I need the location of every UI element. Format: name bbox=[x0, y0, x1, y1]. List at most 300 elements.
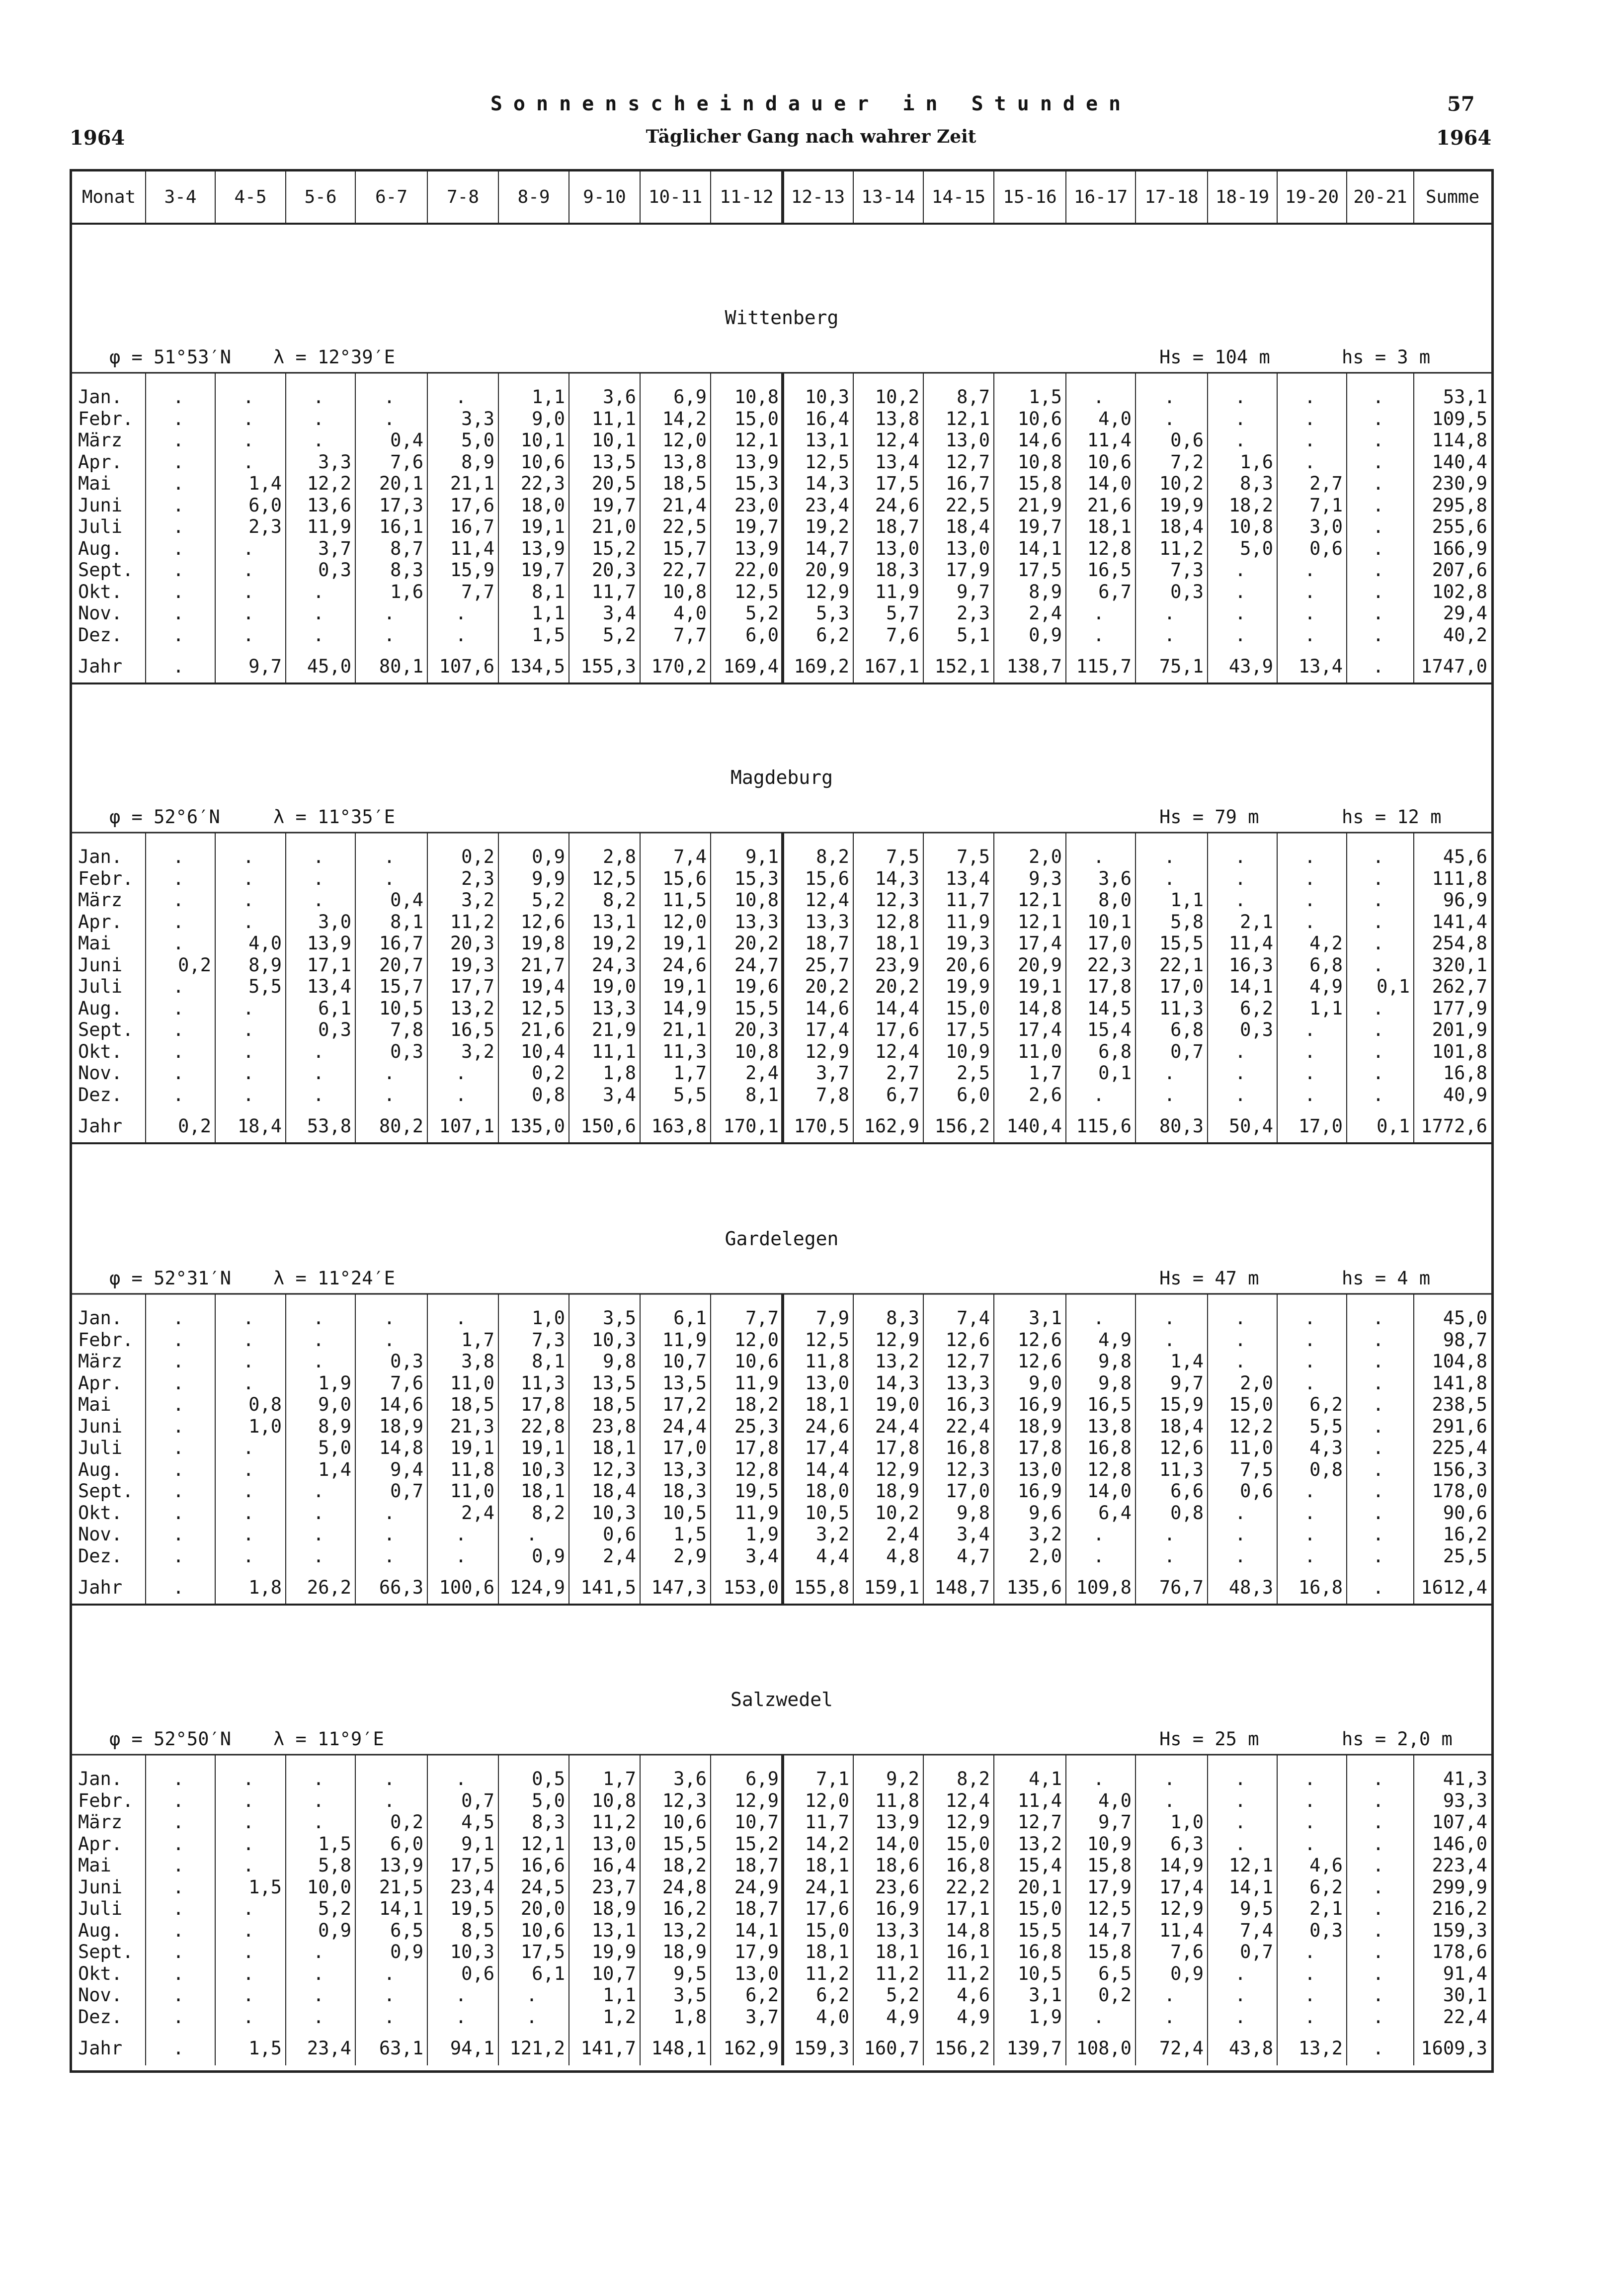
empty-cell: . bbox=[1304, 911, 1316, 933]
empty-cell: . bbox=[243, 1040, 254, 1062]
table-cell: 10,9 bbox=[945, 1040, 990, 1062]
table-cell: 24,9 bbox=[734, 1876, 779, 1898]
table-cell: 17,3 bbox=[379, 494, 423, 516]
empty-cell: . bbox=[1304, 559, 1316, 581]
empty-cell: . bbox=[1164, 867, 1175, 889]
station-height-barometer: Hs = 47 m bbox=[1159, 1268, 1259, 1289]
empty-cell: . bbox=[384, 602, 395, 624]
empty-cell: . bbox=[384, 2006, 395, 2028]
station-latitude: φ = 52°6′N bbox=[109, 806, 220, 828]
table-cell: 13,5 bbox=[662, 1372, 707, 1394]
empty-cell: . bbox=[172, 2006, 184, 2028]
table-cell: 22,7 bbox=[662, 559, 707, 581]
empty-cell: . bbox=[243, 889, 254, 911]
table-cell: 15,4 bbox=[1017, 1855, 1062, 1876]
month-label: Nov. bbox=[78, 602, 123, 624]
table-cell: 177,9 bbox=[1432, 997, 1487, 1019]
empty-cell: . bbox=[1373, 1040, 1384, 1062]
empty-cell: . bbox=[455, 1307, 467, 1329]
table-cell: 4,6 bbox=[1309, 1855, 1343, 1876]
table-cell: 19,5 bbox=[734, 1480, 779, 1502]
table-cell: 0,3 bbox=[318, 1019, 351, 1040]
table-cell: 1,6 bbox=[1240, 451, 1273, 473]
table-cell: 3,1 bbox=[1029, 1307, 1062, 1329]
empty-cell: . bbox=[172, 1941, 184, 1962]
empty-cell: . bbox=[313, 1480, 324, 1502]
year-total-cell: 1609,3 bbox=[1421, 2038, 1487, 2059]
empty-cell: . bbox=[172, 1984, 184, 2006]
table-cell: 12,9 bbox=[805, 581, 849, 602]
table-cell: 17,5 bbox=[875, 473, 919, 494]
table-cell: 23,9 bbox=[875, 954, 919, 976]
table-cell: 1,0 bbox=[1170, 1811, 1204, 1833]
table-cell: 12,3 bbox=[945, 1458, 990, 1480]
empty-cell: . bbox=[1373, 1941, 1384, 1962]
table-cell: 16,4 bbox=[805, 408, 849, 429]
table-cell: 12,6 bbox=[1017, 1329, 1062, 1351]
table-cell: 17,8 bbox=[520, 1394, 565, 1415]
table-cell: 9,0 bbox=[532, 408, 565, 429]
table-cell: 53,1 bbox=[1443, 386, 1487, 408]
table-cell: 22,8 bbox=[520, 1415, 565, 1437]
empty-cell: . bbox=[1373, 1394, 1384, 1415]
empty-cell: . bbox=[243, 1329, 254, 1351]
table-cell: 19,2 bbox=[805, 516, 849, 537]
table-cell: 7,6 bbox=[886, 624, 919, 646]
table-cell: 8,1 bbox=[745, 1084, 779, 1105]
empty-cell: . bbox=[172, 1962, 184, 1984]
table-cell: 8,3 bbox=[1240, 473, 1273, 494]
empty-cell: . bbox=[172, 1789, 184, 1811]
year-total-cell: 43,9 bbox=[1228, 656, 1273, 677]
table-cell: 17,5 bbox=[945, 1019, 990, 1040]
table-cell: 18,7 bbox=[734, 1855, 779, 1876]
empty-cell: . bbox=[313, 1524, 324, 1545]
table-cell: 12,1 bbox=[1228, 1855, 1273, 1876]
table-cell: 12,6 bbox=[520, 911, 565, 933]
table-cell: 16,9 bbox=[875, 1898, 919, 1919]
empty-cell: . bbox=[1234, 1502, 1246, 1524]
table-cell: 19,1 bbox=[662, 933, 707, 954]
empty-cell: . bbox=[1373, 602, 1384, 624]
table-cell: 13,1 bbox=[591, 1919, 636, 1941]
empty-cell: . bbox=[1234, 1084, 1246, 1105]
empty-cell: . bbox=[1093, 624, 1105, 646]
table-cell: 159,3 bbox=[1432, 1919, 1487, 1941]
year-total-cell: 75,1 bbox=[1159, 656, 1204, 677]
table-cell: 10,2 bbox=[875, 1502, 919, 1524]
table-cell: 3,5 bbox=[603, 1307, 636, 1329]
table-cell: 1,4 bbox=[318, 1458, 351, 1480]
table-cell: 20,7 bbox=[379, 954, 423, 976]
table-cell: 140,4 bbox=[1432, 451, 1487, 473]
table-cell: 3,2 bbox=[461, 889, 494, 911]
table-cell: 5,0 bbox=[532, 1789, 565, 1811]
table-cell: 8,5 bbox=[461, 1919, 494, 1941]
year-total-cell: 162,9 bbox=[723, 2038, 779, 2059]
month-label: Juli bbox=[78, 976, 123, 997]
table-cell: 22,0 bbox=[734, 559, 779, 581]
empty-cell: . bbox=[1304, 1811, 1316, 1833]
table-cell: 3,7 bbox=[745, 2006, 779, 2028]
table-cell: 7,5 bbox=[1240, 1458, 1273, 1480]
empty-cell: . bbox=[1304, 1941, 1316, 1962]
table-cell: 10,4 bbox=[520, 1040, 565, 1062]
table-cell: 24,5 bbox=[520, 1876, 565, 1898]
empty-cell: . bbox=[1093, 386, 1105, 408]
month-label: Jan. bbox=[78, 386, 123, 408]
month-label: Aug. bbox=[78, 1458, 123, 1480]
year-total-cell: 135,0 bbox=[509, 1115, 565, 1137]
column-header: Summe bbox=[1425, 187, 1480, 207]
table-cell: 12,8 bbox=[734, 1458, 779, 1480]
table-cell: 15,9 bbox=[1159, 1394, 1204, 1415]
empty-cell: . bbox=[1304, 1307, 1316, 1329]
table-cell: 19,6 bbox=[734, 976, 779, 997]
table-cell: 2,3 bbox=[461, 867, 494, 889]
empty-cell: . bbox=[1304, 889, 1316, 911]
table-cell: 15,8 bbox=[1087, 1855, 1132, 1876]
table-cell: 22,4 bbox=[945, 1415, 990, 1437]
table-cell: 16,1 bbox=[379, 516, 423, 537]
empty-cell: . bbox=[1234, 1789, 1246, 1811]
table-cell: 14,6 bbox=[379, 1394, 423, 1415]
table-cell: 0,9 bbox=[1029, 624, 1062, 646]
table-cell: 3,0 bbox=[1309, 516, 1343, 537]
empty-cell: . bbox=[1234, 1062, 1246, 1084]
empty-cell: . bbox=[1373, 997, 1384, 1019]
empty-cell: . bbox=[1373, 1984, 1384, 2006]
year-total-cell: 50,4 bbox=[1228, 1115, 1273, 1137]
empty-cell: . bbox=[243, 1524, 254, 1545]
year-total-cell: 141,5 bbox=[580, 1577, 636, 1598]
empty-cell: . bbox=[455, 624, 467, 646]
table-cell: 6,6 bbox=[1170, 1480, 1204, 1502]
table-cell: 6,0 bbox=[390, 1833, 423, 1855]
empty-cell: . bbox=[172, 473, 184, 494]
table-cell: 5,2 bbox=[745, 602, 779, 624]
empty-cell: . bbox=[313, 1984, 324, 2006]
year-total-cell: 26,2 bbox=[307, 1577, 351, 1598]
table-cell: 14,0 bbox=[1087, 473, 1132, 494]
table-cell: 18,1 bbox=[875, 1941, 919, 1962]
empty-cell: . bbox=[172, 1040, 184, 1062]
table-cell: 7,1 bbox=[1309, 494, 1343, 516]
year-total-cell: 53,8 bbox=[307, 1115, 351, 1137]
table-cell: 10,3 bbox=[805, 386, 849, 408]
table-cell: 6,9 bbox=[745, 1768, 779, 1789]
table-cell: 8,1 bbox=[390, 911, 423, 933]
empty-cell: . bbox=[384, 386, 395, 408]
empty-cell: . bbox=[243, 1855, 254, 1876]
table-cell: 21,6 bbox=[1087, 494, 1132, 516]
table-cell: 11,4 bbox=[1017, 1789, 1062, 1811]
month-label: Nov. bbox=[78, 1984, 123, 2006]
year-total-label: Jahr bbox=[78, 656, 123, 677]
table-cell: 5,2 bbox=[532, 889, 565, 911]
empty-cell: . bbox=[1373, 1307, 1384, 1329]
year-total-cell: 135,6 bbox=[1006, 1577, 1062, 1598]
table-cell: 4,0 bbox=[248, 933, 282, 954]
empty-cell: . bbox=[313, 1941, 324, 1962]
month-label: Okt. bbox=[78, 1040, 123, 1062]
table-cell: 13,3 bbox=[875, 1919, 919, 1941]
empty-cell: . bbox=[243, 997, 254, 1019]
empty-cell: . bbox=[243, 451, 254, 473]
table-cell: 5,1 bbox=[957, 624, 990, 646]
table-cell: 20,2 bbox=[734, 933, 779, 954]
month-label: Febr. bbox=[78, 408, 134, 429]
empty-cell: . bbox=[1373, 1437, 1384, 1458]
table-cell: 1,9 bbox=[318, 1372, 351, 1394]
empty-cell: . bbox=[1234, 1545, 1246, 1567]
table-cell: 23,0 bbox=[734, 494, 779, 516]
table-cell: 10,3 bbox=[520, 1458, 565, 1480]
table-cell: 18,3 bbox=[662, 1480, 707, 1502]
table-cell: 17,6 bbox=[875, 1019, 919, 1040]
empty-cell: . bbox=[313, 846, 324, 867]
table-cell: 1,7 bbox=[673, 1062, 707, 1084]
table-cell: 1,8 bbox=[603, 1062, 636, 1084]
table-cell: 13,0 bbox=[875, 537, 919, 559]
year-total-cell: 159,3 bbox=[794, 2038, 849, 2059]
column-header: 12-13 bbox=[791, 187, 845, 207]
empty-cell: . bbox=[172, 602, 184, 624]
empty-cell: . bbox=[384, 1062, 395, 1084]
table-cell: 14,1 bbox=[379, 1898, 423, 1919]
table-cell: 6,9 bbox=[673, 386, 707, 408]
station-longitude: λ = 12°39′E bbox=[273, 346, 396, 368]
table-cell: 19,1 bbox=[520, 1437, 565, 1458]
empty-cell: . bbox=[1164, 1084, 1175, 1105]
month-label: Dez. bbox=[78, 1545, 123, 1567]
month-label: Apr. bbox=[78, 911, 123, 933]
table-cell: 8,9 bbox=[318, 1415, 351, 1437]
table-cell: 16,7 bbox=[379, 933, 423, 954]
empty-cell: . bbox=[172, 2038, 184, 2059]
table-cell: 17,8 bbox=[875, 1437, 919, 1458]
table-cell: 13,4 bbox=[945, 867, 990, 889]
table-cell: 18,1 bbox=[875, 933, 919, 954]
table-cell: 3,6 bbox=[603, 386, 636, 408]
table-cell: 109,5 bbox=[1432, 408, 1487, 429]
table-cell: 18,1 bbox=[805, 1394, 849, 1415]
table-cell: 4,0 bbox=[816, 2006, 849, 2028]
table-cell: 12,9 bbox=[875, 1458, 919, 1480]
table-cell: 22,5 bbox=[945, 494, 990, 516]
empty-cell: . bbox=[1234, 624, 1246, 646]
empty-cell: . bbox=[243, 537, 254, 559]
table-cell: 8,3 bbox=[390, 559, 423, 581]
table-cell: 24,8 bbox=[662, 1876, 707, 1898]
table-cell: 19,1 bbox=[450, 1437, 494, 1458]
empty-cell: . bbox=[172, 1307, 184, 1329]
table-cell: 20,0 bbox=[520, 1898, 565, 1919]
empty-cell: . bbox=[1093, 602, 1105, 624]
table-cell: 4,5 bbox=[461, 1811, 494, 1833]
table-cell: 3,2 bbox=[461, 1040, 494, 1062]
empty-cell: . bbox=[172, 1329, 184, 1351]
table-cell: 22,3 bbox=[520, 473, 565, 494]
table-cell: 15,5 bbox=[1017, 1919, 1062, 1941]
table-cell: 10,6 bbox=[734, 1351, 779, 1372]
table-cell: 17,6 bbox=[805, 1898, 849, 1919]
empty-cell: . bbox=[172, 1768, 184, 1789]
table-cell: 17,4 bbox=[1017, 1019, 1062, 1040]
table-cell: 1,2 bbox=[603, 2006, 636, 2028]
table-cell: 11,3 bbox=[1159, 1458, 1204, 1480]
table-cell: 40,2 bbox=[1443, 624, 1487, 646]
column-header: 18-19 bbox=[1215, 187, 1270, 207]
empty-cell: . bbox=[1373, 386, 1384, 408]
table-cell: 15,0 bbox=[1228, 1394, 1273, 1415]
table-cell: 1,4 bbox=[1170, 1351, 1204, 1372]
table-cell: 1,6 bbox=[390, 581, 423, 602]
year-total-cell: 109,8 bbox=[1076, 1577, 1132, 1598]
table-cell: 1,7 bbox=[1029, 1062, 1062, 1084]
table-cell: 9,0 bbox=[1029, 1372, 1062, 1394]
empty-cell: . bbox=[1373, 1372, 1384, 1394]
table-cell: 10,8 bbox=[734, 1040, 779, 1062]
table-cell: 16,4 bbox=[591, 1855, 636, 1876]
table-cell: 20,2 bbox=[875, 976, 919, 997]
table-cell: 22,3 bbox=[1087, 954, 1132, 976]
table-cell: 19,7 bbox=[520, 559, 565, 581]
table-cell: 1,1 bbox=[603, 1984, 636, 2006]
table-cell: 15,8 bbox=[1087, 1941, 1132, 1962]
table-cell: 10,5 bbox=[1017, 1962, 1062, 1984]
table-cell: 4,7 bbox=[957, 1545, 990, 1567]
table-cell: 10,8 bbox=[1017, 451, 1062, 473]
table-cell: 11,9 bbox=[734, 1372, 779, 1394]
table-cell: 15,3 bbox=[734, 867, 779, 889]
empty-cell: . bbox=[172, 656, 184, 677]
table-cell: 8,2 bbox=[957, 1768, 990, 1789]
table-cell: 12,0 bbox=[662, 911, 707, 933]
table-cell: 19,9 bbox=[1159, 494, 1204, 516]
empty-cell: . bbox=[172, 1458, 184, 1480]
table-cell: 29,4 bbox=[1443, 602, 1487, 624]
table-cell: 15,5 bbox=[1159, 933, 1204, 954]
table-cell: 291,6 bbox=[1432, 1415, 1487, 1437]
table-cell: 5,8 bbox=[1170, 911, 1204, 933]
table-cell: 24,6 bbox=[662, 954, 707, 976]
empty-cell: . bbox=[1304, 581, 1316, 602]
table-cell: 11,4 bbox=[1159, 1919, 1204, 1941]
table-cell: 9,7 bbox=[957, 581, 990, 602]
table-cell: 7,4 bbox=[673, 846, 707, 867]
table-cell: 2,8 bbox=[603, 846, 636, 867]
table-cell: 21,1 bbox=[662, 1019, 707, 1040]
station-height-barometer: Hs = 25 m bbox=[1159, 1728, 1259, 1750]
table-cell: 7,6 bbox=[390, 451, 423, 473]
table-cell: 7,6 bbox=[1170, 1941, 1204, 1962]
year-total-label: Jahr bbox=[78, 1115, 123, 1137]
empty-cell: . bbox=[1304, 1962, 1316, 1984]
table-cell: 16,9 bbox=[1017, 1480, 1062, 1502]
table-cell: 2,3 bbox=[957, 602, 990, 624]
column-header: 17-18 bbox=[1144, 187, 1199, 207]
table-cell: 13,9 bbox=[875, 1811, 919, 1833]
table-cell: 18,4 bbox=[945, 516, 990, 537]
empty-cell: . bbox=[1373, 1502, 1384, 1524]
empty-cell: . bbox=[172, 581, 184, 602]
table-cell: 6,8 bbox=[1098, 1040, 1132, 1062]
table-cell: 23,7 bbox=[591, 1876, 636, 1898]
column-header: 8-9 bbox=[517, 187, 550, 207]
table-cell: 96,9 bbox=[1443, 889, 1487, 911]
table-cell: 12,6 bbox=[945, 1329, 990, 1351]
empty-cell: . bbox=[1373, 2038, 1384, 2059]
table-cell: 18,2 bbox=[1228, 494, 1273, 516]
table-cell: 98,7 bbox=[1443, 1329, 1487, 1351]
month-label: Sept. bbox=[78, 1480, 134, 1502]
month-label: Mai bbox=[78, 1855, 111, 1876]
empty-cell: . bbox=[1373, 1768, 1384, 1789]
table-cell: 12,4 bbox=[875, 429, 919, 451]
table-cell: 3,6 bbox=[1098, 867, 1132, 889]
table-cell: 0,3 bbox=[1240, 1019, 1273, 1040]
table-cell: 4,2 bbox=[1309, 933, 1343, 954]
empty-cell: . bbox=[384, 624, 395, 646]
empty-cell: . bbox=[1373, 1789, 1384, 1811]
empty-cell: . bbox=[313, 1545, 324, 1567]
empty-cell: . bbox=[1164, 1768, 1175, 1789]
table-cell: 17,0 bbox=[1087, 933, 1132, 954]
year-total-cell: 148,1 bbox=[651, 2038, 707, 2059]
empty-cell: . bbox=[1093, 1084, 1105, 1105]
month-label: Juli bbox=[78, 1898, 123, 1919]
table-cell: 10,3 bbox=[450, 1941, 494, 1962]
table-cell: 12,9 bbox=[875, 1329, 919, 1351]
table-cell: 0,3 bbox=[1309, 1919, 1343, 1941]
table-cell: 21,3 bbox=[450, 1415, 494, 1437]
table-cell: 90,6 bbox=[1443, 1502, 1487, 1524]
empty-cell: . bbox=[1373, 624, 1384, 646]
empty-cell: . bbox=[172, 1437, 184, 1458]
empty-cell: . bbox=[313, 1084, 324, 1105]
table-cell: 11,4 bbox=[1228, 933, 1273, 954]
table-cell: 6,4 bbox=[1098, 1502, 1132, 1524]
table-cell: 9,9 bbox=[532, 867, 565, 889]
table-cell: 11,8 bbox=[805, 1351, 849, 1372]
empty-cell: . bbox=[1373, 1415, 1384, 1437]
table-cell: 0,2 bbox=[178, 954, 211, 976]
table-cell: 13,0 bbox=[1017, 1458, 1062, 1480]
table-cell: 8,2 bbox=[603, 889, 636, 911]
table-cell: 15,0 bbox=[805, 1919, 849, 1941]
table-cell: 1,1 bbox=[532, 602, 565, 624]
empty-cell: . bbox=[172, 1811, 184, 1833]
empty-cell: . bbox=[1373, 1458, 1384, 1480]
month-label: März bbox=[78, 1811, 123, 1833]
table-cell: 16,3 bbox=[1228, 954, 1273, 976]
empty-cell: . bbox=[172, 386, 184, 408]
empty-cell: . bbox=[243, 1789, 254, 1811]
table-cell: 0,3 bbox=[390, 1351, 423, 1372]
empty-cell: . bbox=[172, 494, 184, 516]
table-cell: 24,6 bbox=[805, 1415, 849, 1437]
empty-cell: . bbox=[172, 1919, 184, 1941]
table-cell: 12,4 bbox=[805, 889, 849, 911]
column-header: 15-16 bbox=[1003, 187, 1057, 207]
empty-cell: . bbox=[1373, 911, 1384, 933]
table-cell: 11,9 bbox=[734, 1502, 779, 1524]
empty-cell: . bbox=[1234, 867, 1246, 889]
table-cell: 9,5 bbox=[673, 1962, 707, 1984]
table-cell: 13,1 bbox=[805, 429, 849, 451]
table-cell: 7,3 bbox=[1170, 559, 1204, 581]
